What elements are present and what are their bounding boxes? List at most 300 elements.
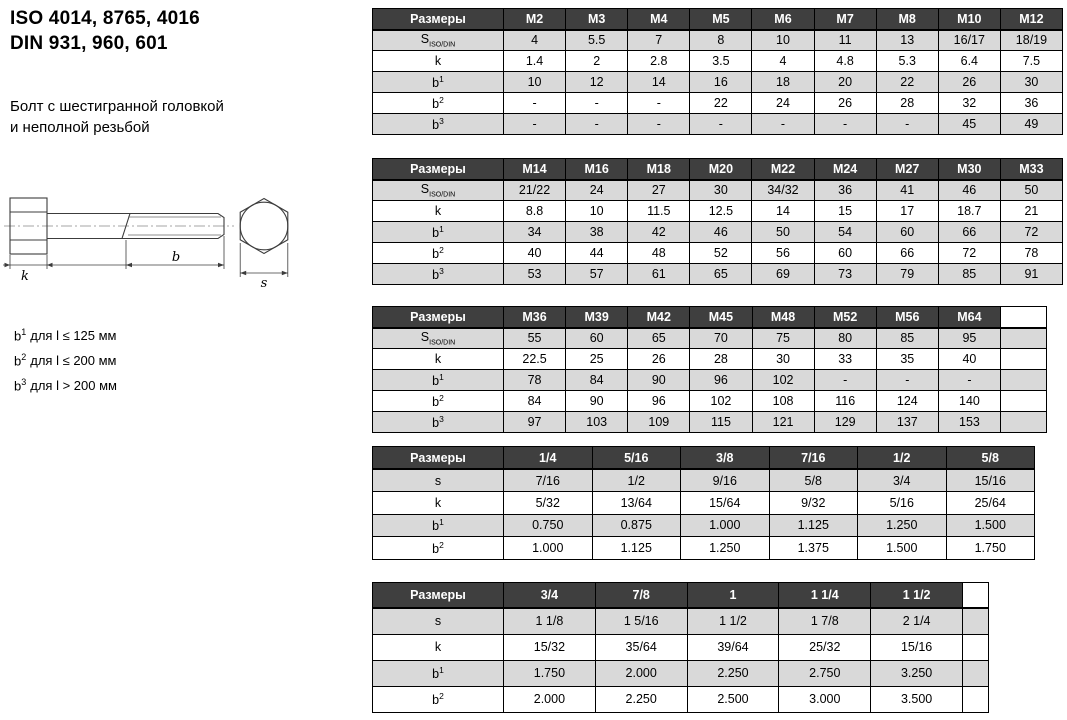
subtitle-line-1: Болт с шестигранной головкой [10,98,224,115]
value-cell: 1.4 [504,51,566,72]
value-cell: 70 [690,328,752,349]
value-cell: 9/32 [769,492,858,515]
value-cell [963,660,989,686]
value-cell: 26 [628,349,690,370]
value-cell: 56 [752,243,814,264]
note-text: для l ≤ 125 мм [30,328,117,344]
value-cell: 1 1/8 [504,608,596,634]
column-header: M12 [1000,9,1062,30]
note-text: для l > 200 мм [30,378,117,394]
table-row [373,222,1063,243]
value-cell: 24 [752,93,814,114]
table-row [373,243,1063,264]
value-cell: 1.250 [681,537,770,560]
value-cell: 66 [876,243,938,264]
column-header: 5/8 [946,447,1035,470]
value-cell: 11 [814,30,876,51]
value-cell: 9/16 [681,469,770,492]
value-cell: 78 [504,370,566,391]
metric-table-m2-m12 [372,8,1063,135]
dimension-table [372,8,1063,135]
value-cell: 57 [566,264,628,285]
column-header: M27 [876,159,938,180]
column-header: M33 [1000,159,1062,180]
value-cell: 15 [814,201,876,222]
value-cell: 96 [628,391,690,412]
row-label: $b^3$ [373,412,504,433]
value-cell: 72 [1000,222,1062,243]
page-title [10,6,370,56]
value-cell: 30 [752,349,814,370]
value-cell [1001,349,1047,370]
table-row [373,264,1063,285]
value-cell: 26 [814,93,876,114]
value-cell: 10 [752,30,814,51]
value-cell: 11.5 [628,201,690,222]
value-cell: 2.750 [779,660,871,686]
row-label: k [373,349,504,370]
column-header: M2 [504,9,566,30]
dimension-table [372,158,1063,285]
row-label: $b^2$ [373,93,504,114]
value-cell: 1.500 [946,514,1035,537]
table-row [373,469,1035,492]
value-cell: 46 [690,222,752,243]
value-cell: 22 [876,72,938,93]
table-row [373,72,1063,93]
value-cell: 46 [938,180,1000,201]
value-cell: 39/64 [687,634,779,660]
value-cell: 25/32 [779,634,871,660]
value-cell: 13/64 [592,492,681,515]
value-cell: - [690,114,752,135]
value-cell: 109 [628,412,690,433]
value-cell: 1/2 [592,469,681,492]
value-cell: 34/32 [752,180,814,201]
value-cell: 90 [628,370,690,391]
title-din: DIN 931, 960, 601 [10,33,168,54]
value-cell: 5/8 [769,469,858,492]
row-label: $b^1$ [373,514,504,537]
value-cell: 97 [504,412,566,433]
note-base: b [14,328,22,344]
s-dimension-lines [240,243,288,277]
value-cell: 1.000 [681,514,770,537]
value-cell: 60 [876,222,938,243]
empty-header-cell [963,582,989,608]
table-row [373,492,1035,515]
value-cell: 26 [938,72,1000,93]
value-cell: 35/64 [595,634,687,660]
value-cell: 18 [752,72,814,93]
row-label: k [373,51,504,72]
value-cell: 84 [566,370,628,391]
header-row [373,9,1063,30]
value-cell: 35 [876,349,938,370]
value-cell: 18/19 [1000,30,1062,51]
header-row [373,447,1035,470]
value-cell: 5.3 [876,51,938,72]
row-label: $S_{ISO/DIN}$ [373,180,504,201]
value-cell: 4.8 [814,51,876,72]
value-cell: 60 [566,328,628,349]
value-cell: 2.250 [687,660,779,686]
value-cell: 2.500 [687,686,779,712]
row-label: $S_{ISO/DIN}$ [373,30,504,51]
column-header: Размеры [373,307,504,328]
value-cell: 5/32 [504,492,593,515]
column-header: M6 [752,9,814,30]
value-cell: 116 [814,391,876,412]
column-header: 1 1/4 [779,582,871,608]
note-b2 [14,345,117,370]
value-cell: - [566,93,628,114]
column-header: 1/2 [858,447,947,470]
value-cell: 2 [566,51,628,72]
value-cell: 4 [752,51,814,72]
column-header: M7 [814,9,876,30]
value-cell: 3.5 [690,51,752,72]
value-cell: 90 [566,391,628,412]
value-cell: 85 [876,328,938,349]
value-cell: 28 [690,349,752,370]
value-cell: 1.000 [504,537,593,560]
dimension-table [372,306,1047,433]
value-cell: 44 [566,243,628,264]
value-cell: 1.750 [946,537,1035,560]
value-cell: 30 [690,180,752,201]
table-row [373,93,1063,114]
value-cell: 3.250 [871,660,963,686]
dimension-label-k: k [21,269,29,284]
value-cell: 24 [566,180,628,201]
column-header: M30 [938,159,1000,180]
value-cell: 73 [814,264,876,285]
table-row [373,660,989,686]
value-cell: 129 [814,412,876,433]
value-cell: 124 [876,391,938,412]
header-row [373,307,1047,328]
note-b3 [14,370,117,395]
value-cell: 75 [752,328,814,349]
value-cell: 27 [628,180,690,201]
value-cell: 1 5/16 [595,608,687,634]
value-cell: 54 [814,222,876,243]
value-cell [1001,370,1047,391]
column-header: Размеры [373,447,504,470]
row-label: k [373,634,504,660]
column-header: M16 [566,159,628,180]
value-cell: 1.375 [769,537,858,560]
table-row [373,51,1063,72]
value-cell [1001,328,1047,349]
table-row [373,30,1063,51]
value-cell: 2.250 [595,686,687,712]
value-cell: 1.750 [504,660,596,686]
value-cell: 0.750 [504,514,593,537]
value-cell: 20 [814,72,876,93]
value-cell: 38 [566,222,628,243]
note-base: b [14,378,22,394]
column-header: 5/16 [592,447,681,470]
value-cell: 10 [566,201,628,222]
column-header: M36 [504,307,566,328]
value-cell: 40 [504,243,566,264]
column-header: M18 [628,159,690,180]
value-cell: 102 [690,391,752,412]
table-row [373,686,989,712]
value-cell: 49 [1000,114,1062,135]
title-iso: ISO 4014, 8765, 4016 [10,8,200,29]
row-label: $b^3$ [373,264,504,285]
row-label: k [373,201,504,222]
value-cell: 22 [690,93,752,114]
value-cell: 14 [752,201,814,222]
value-cell: 55 [504,328,566,349]
column-header: Размеры [373,9,504,30]
value-cell: 3.500 [871,686,963,712]
value-cell: 32 [938,93,1000,114]
row-label: s [373,469,504,492]
dimension-label-s: s [260,276,268,290]
value-cell: 2 1/4 [871,608,963,634]
value-cell: 34 [504,222,566,243]
value-cell: 21 [1000,201,1062,222]
value-cell: 40 [938,349,1000,370]
value-cell: 69 [752,264,814,285]
value-cell: 50 [752,222,814,243]
value-cell: - [504,114,566,135]
value-cell: 108 [752,391,814,412]
value-cell: 41 [876,180,938,201]
table-row [373,349,1047,370]
value-cell: 12 [566,72,628,93]
value-cell: - [814,114,876,135]
row-label: $b^1$ [373,660,504,686]
value-cell: 8.8 [504,201,566,222]
column-header: M42 [628,307,690,328]
value-cell: - [628,93,690,114]
value-cell: 1.250 [858,514,947,537]
row-label: s [373,608,504,634]
row-label: $b^2$ [373,243,504,264]
value-cell: 96 [690,370,752,391]
value-cell: - [814,370,876,391]
value-cell: - [752,114,814,135]
value-cell: 115 [690,412,752,433]
value-cell [963,608,989,634]
value-cell: 21/22 [504,180,566,201]
table-row [373,412,1047,433]
table-row [373,201,1063,222]
value-cell: 15/32 [504,634,596,660]
value-cell: 15/16 [946,469,1035,492]
column-header: Размеры [373,159,504,180]
column-header: 7/16 [769,447,858,470]
value-cell: 7.5 [1000,51,1062,72]
column-header: M45 [690,307,752,328]
value-cell: 3.000 [779,686,871,712]
column-header: M4 [628,9,690,30]
value-cell: 18.7 [938,201,1000,222]
row-label: $b^1$ [373,222,504,243]
column-header: M14 [504,159,566,180]
value-cell: 1 1/2 [687,608,779,634]
table-row [373,634,989,660]
dimension-table [372,446,1035,560]
column-header: M5 [690,9,752,30]
value-cell: 2.000 [504,686,596,712]
value-cell: 1.125 [769,514,858,537]
value-cell: 53 [504,264,566,285]
value-cell: - [938,370,1000,391]
row-label: $b^1$ [373,72,504,93]
value-cell: 5.5 [566,30,628,51]
row-label: $b^2$ [373,537,504,560]
value-cell: 65 [690,264,752,285]
value-cell: 12.5 [690,201,752,222]
note-text: для l ≤ 200 мм [30,353,117,369]
metric-table-m36-m64 [372,306,1063,433]
value-cell [963,634,989,660]
value-cell: 13 [876,30,938,51]
table-row [373,328,1047,349]
value-cell: 153 [938,412,1000,433]
column-header: 3/8 [681,447,770,470]
value-cell: 95 [938,328,1000,349]
value-cell: 103 [566,412,628,433]
value-cell: 15/64 [681,492,770,515]
value-cell: 14 [628,72,690,93]
value-cell: 1.125 [592,537,681,560]
note-sup: 2 [21,352,27,362]
value-cell: 61 [628,264,690,285]
column-header: M24 [814,159,876,180]
row-label: k [373,492,504,515]
dimension-lines [3,236,224,269]
value-cell: 60 [814,243,876,264]
value-cell: 5/16 [858,492,947,515]
left-panel [10,6,370,138]
value-cell: 16/17 [938,30,1000,51]
note-base: b [14,353,22,369]
value-cell: 22.5 [504,349,566,370]
value-cell: 30 [1000,72,1062,93]
inch-table-quarter-to-5-8 [372,446,1063,560]
value-cell: 72 [938,243,1000,264]
value-cell [1001,412,1047,433]
value-cell: 4 [504,30,566,51]
empty-header-cell [1001,307,1047,328]
row-label: $S_{ISO/DIN}$ [373,328,504,349]
column-header: M64 [938,307,1000,328]
value-cell: 15/16 [871,634,963,660]
page-subtitle [10,96,370,138]
value-cell: 65 [628,328,690,349]
header-row [373,582,989,608]
table-row [373,114,1063,135]
table-row [373,608,989,634]
column-header: 1 [687,582,779,608]
value-cell: 140 [938,391,1000,412]
value-cell: 3/4 [858,469,947,492]
value-cell: 28 [876,93,938,114]
column-header: M48 [752,307,814,328]
value-cell: 2.000 [595,660,687,686]
note-sup: 1 [21,327,27,337]
value-cell: 78 [1000,243,1062,264]
value-cell: 25 [566,349,628,370]
column-header: M3 [566,9,628,30]
dimension-table [372,582,989,713]
row-label: $b^3$ [373,114,504,135]
value-cell: 1.500 [858,537,947,560]
value-cell: 52 [690,243,752,264]
column-header: 3/4 [504,582,596,608]
value-cell: 7/16 [504,469,593,492]
column-header: M8 [876,9,938,30]
value-cell: 102 [752,370,814,391]
value-cell: 79 [876,264,938,285]
value-cell: 66 [938,222,1000,243]
value-cell: 48 [628,243,690,264]
value-cell: - [504,93,566,114]
value-cell: 50 [1000,180,1062,201]
table-row [373,537,1035,560]
note-b1 [14,320,117,345]
bolt-end-view [240,199,288,254]
inch-table-3-4-to-1-1-2 [372,582,1063,713]
column-header: 1/4 [504,447,593,470]
value-cell [963,686,989,712]
column-header: Размеры [373,582,504,608]
tables-column [372,8,1063,713]
value-cell: 2.8 [628,51,690,72]
value-cell: 80 [814,328,876,349]
value-cell: 0.875 [592,514,681,537]
value-cell: 16 [690,72,752,93]
column-header: M20 [690,159,752,180]
table-row [373,370,1047,391]
value-cell: - [628,114,690,135]
bolt-drawing [2,190,337,290]
value-cell: 8 [690,30,752,51]
value-cell: 6.4 [938,51,1000,72]
value-cell: 33 [814,349,876,370]
value-cell: 42 [628,222,690,243]
row-label: $b^2$ [373,391,504,412]
column-header: 7/8 [595,582,687,608]
value-cell: 85 [938,264,1000,285]
row-label: $b^1$ [373,370,504,391]
value-cell: 36 [1000,93,1062,114]
subtitle-line-2: и неполной резьбой [10,119,150,136]
row-label: $b^2$ [373,686,504,712]
value-cell: 84 [504,391,566,412]
value-cell: 45 [938,114,1000,135]
column-header: M22 [752,159,814,180]
value-cell: 36 [814,180,876,201]
dimension-label-b: b [171,250,181,265]
value-cell: 1 7/8 [779,608,871,634]
table-row [373,514,1035,537]
value-cell: 137 [876,412,938,433]
header-row [373,159,1063,180]
table-row [373,180,1063,201]
column-header: M39 [566,307,628,328]
value-cell: - [876,114,938,135]
value-cell: 25/64 [946,492,1035,515]
